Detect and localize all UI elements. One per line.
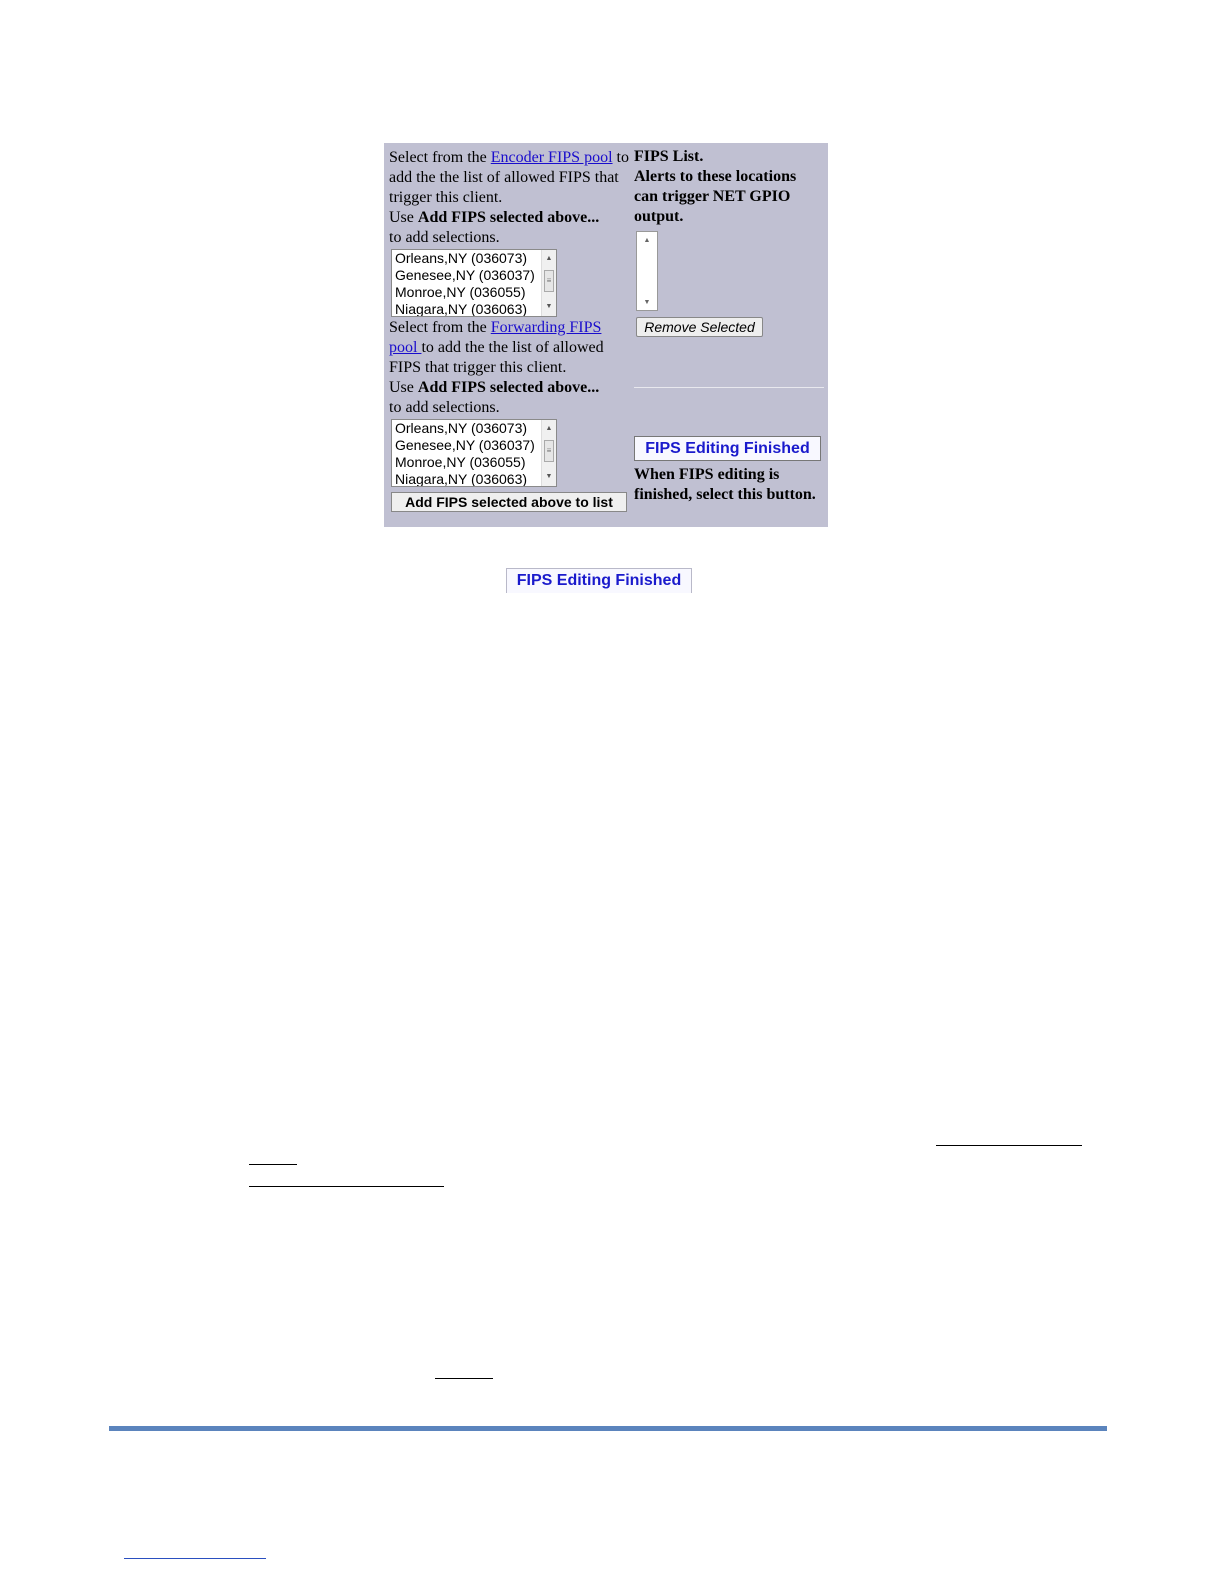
finish-note: When FIPS editing is finished, select this button.: [634, 466, 816, 503]
scroll-up-icon[interactable]: ▲: [643, 236, 651, 244]
list-item[interactable]: Genesee,NY (036037): [395, 437, 535, 453]
scrollbar[interactable]: [541, 250, 556, 316]
fips-source-column: [389, 148, 633, 512]
list-item[interactable]: Orleans,NY (036073): [395, 420, 528, 436]
fips-editing-finished-button[interactable]: FIPS Editing Finished: [634, 436, 821, 461]
add-fips-button[interactable]: Add FIPS selected above to list: [391, 492, 627, 512]
remove-selected-button[interactable]: Remove Selected: [636, 317, 763, 337]
underline-artifact: [936, 1145, 1082, 1146]
encoder-intro-suffix: to add the the list of allowed FIPS that trigger this client.: [389, 149, 629, 206]
encoder-use-suffix: to add selections.: [389, 229, 500, 246]
footer-rule: [109, 1426, 1107, 1431]
scroll-down-icon[interactable]: ▼: [545, 303, 553, 310]
forwarding-instructions: [389, 318, 633, 418]
forwarding-use-prefix: Use: [389, 379, 418, 396]
forwarding-intro-prefix: Select from the: [389, 319, 491, 336]
scroll-thumb[interactable]: ≡: [544, 440, 554, 462]
encoder-instructions: [389, 148, 633, 248]
list-item[interactable]: Orleans,NY (036073): [395, 250, 528, 266]
scroll-up-icon[interactable]: ▲: [545, 255, 553, 262]
scroll-down-icon[interactable]: ▼: [643, 298, 651, 306]
footer-link-underline: [124, 1558, 266, 1559]
scroll-up-icon[interactable]: ▲: [545, 425, 553, 432]
forwarding-fips-pool-link[interactable]: Forwarding FIPS pool: [389, 319, 602, 356]
fips-editor-panel: [384, 143, 828, 527]
scrollbar[interactable]: [541, 420, 556, 486]
forwarding-use-suffix: to add selections.: [389, 399, 500, 416]
scroll-down-icon[interactable]: ▼: [545, 473, 553, 480]
list-item[interactable]: Genesee,NY (036037): [395, 267, 535, 283]
fips-list-title: FIPS List.: [634, 148, 704, 165]
list-item[interactable]: Niagara,NY (036063): [395, 471, 528, 487]
forwarding-fips-listbox[interactable]: [391, 419, 557, 487]
fips-editing-finished-button-standalone[interactable]: FIPS Editing Finished: [506, 568, 692, 593]
encoder-use-prefix: Use: [389, 209, 418, 226]
scroll-thumb[interactable]: ≡: [544, 270, 554, 292]
encoder-intro-prefix: Select from the: [389, 149, 491, 166]
list-item[interactable]: Niagara,NY (036063): [395, 301, 528, 317]
divider: [634, 387, 824, 388]
fips-list-description: Alerts to these locations can trigger NET GPIO output.: [634, 168, 797, 225]
list-item[interactable]: Monroe,NY (036055): [395, 284, 526, 300]
encoder-use-bold: Add FIPS selected above...: [417, 209, 600, 226]
forwarding-use-bold: Add FIPS selected above...: [417, 379, 600, 396]
underline-artifact: [249, 1164, 297, 1165]
underline-artifact: [249, 1186, 444, 1187]
encoder-fips-listbox[interactable]: [391, 249, 557, 317]
encoder-fips-pool-link[interactable]: Encoder FIPS pool: [490, 149, 613, 166]
list-item[interactable]: Monroe,NY (036055): [395, 454, 526, 470]
underline-artifact: [435, 1378, 493, 1379]
fips-list-select[interactable]: [636, 231, 658, 311]
forwarding-intro-suffix: to add the the list of allowed FIPS that trigger this client.: [389, 339, 604, 376]
fips-list-column: [634, 147, 824, 505]
